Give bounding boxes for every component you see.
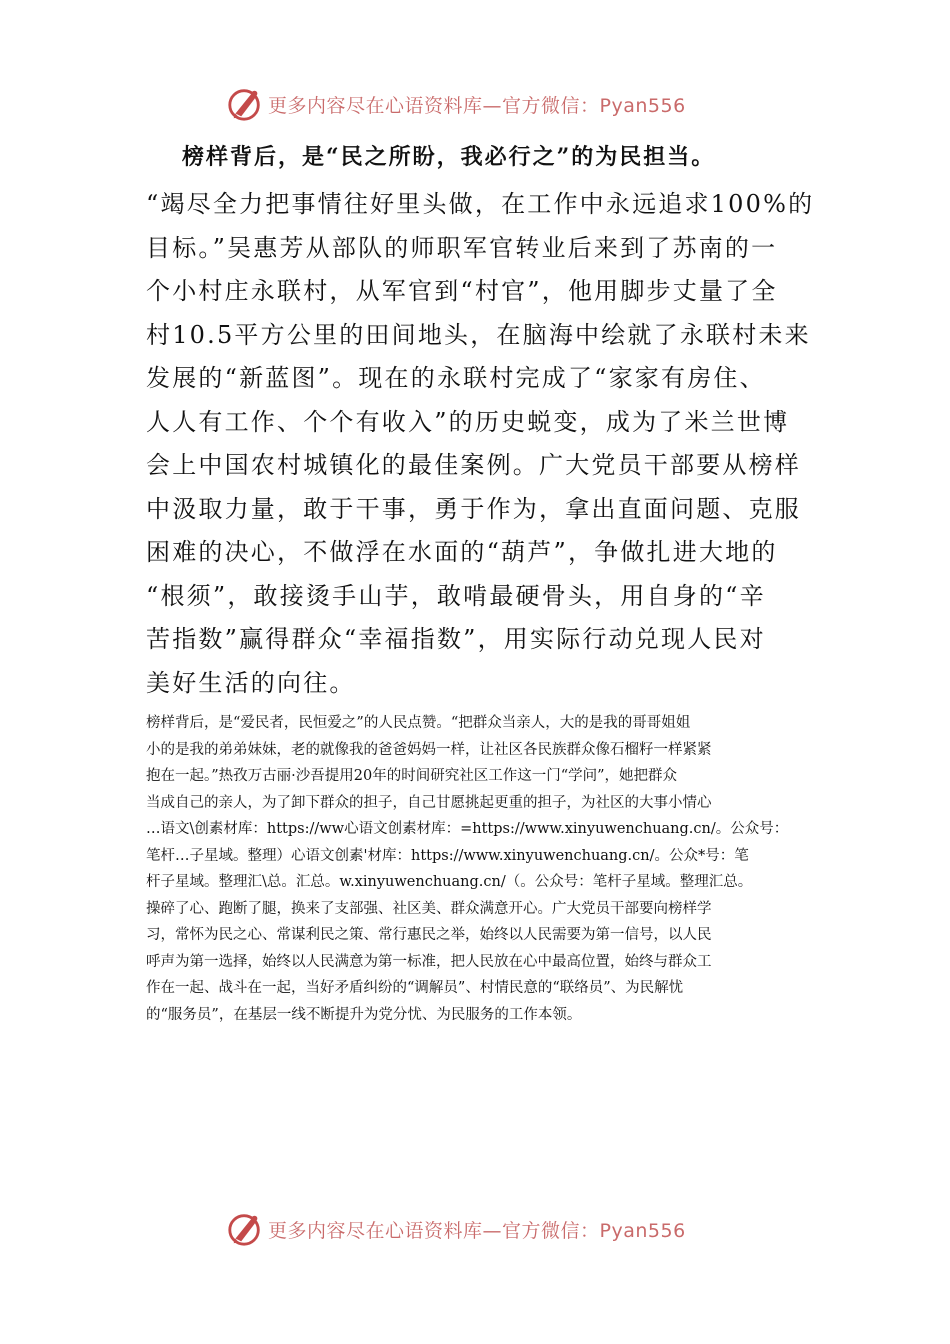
header-banner — [226, 84, 686, 124]
text-line: 会上中国农村城镇化的最佳案例。广大党员干部要从榜样 — [146, 451, 801, 479]
text-line: 作在一起、战斗在一起，当好矛盾纠纷的“调解员”、村情民意的“联络员”、为民解忧 — [146, 980, 684, 996]
text-line: 美好生活的向往。 — [146, 668, 356, 697]
pen-logo-icon — [226, 85, 264, 123]
text-line: 小的是我的弟弟妹妹，老的就像我的爸爸妈妈一样，让社区各民族群众像石榴籽一样紧紧 — [146, 741, 712, 758]
banner-text: 更多内容尽在心语资料库—官方微信：Pyan556 — [268, 1219, 686, 1242]
paragraph-secondary — [146, 710, 826, 1028]
text-line: 呼声为第一选择，始终以人民满意为第一标准，把人民放在心中最高位置，始终与群众工 — [146, 953, 712, 970]
text-line: 抱在一起。”热孜万古丽·沙吾提用20年的时间研究社区工作这一门“学问”，她把群众 — [146, 768, 678, 784]
footer-banner — [226, 1209, 686, 1249]
pen-logo-icon — [226, 1210, 264, 1248]
paragraph-main — [146, 183, 815, 705]
section-heading: 榜样背后，是“民之所盼，我必行之”的为民担当。 — [182, 144, 716, 170]
text-line: 人人有工作、个个有收入”的历史蜕变，成为了米兰世博 — [146, 407, 790, 436]
text-line: “根须”，敢接烫手山芋，敢啃最硬骨头，用自身的“辛 — [146, 581, 766, 610]
text-line: 目标。”吴惠芳从部队的师职军官转业后来到了苏南的一 — [146, 233, 778, 262]
text-line: 发展的“新蓝图”。现在的永联村完成了“家家有房住、 — [146, 364, 766, 392]
text-line: 苦指数”赢得群众“幸福指数”，用实际行动兑现人民对 — [146, 625, 766, 653]
text-line: 困难的决心，不做浮在水面的“葫芦”，争做扎进大地的 — [146, 538, 778, 566]
text-line: 的“服务员”，在基层一线不断提升为党分忧、为民服务的工作本领。 — [146, 1006, 582, 1023]
text-line: …语文\创素材库：https://ww心语文创素材库：=https://www.xinyuwenchuang.cn/。公众号： — [146, 821, 789, 837]
banner-text: 更多内容尽在心语资料库—官方微信：Pyan556 — [268, 94, 686, 117]
text-line: 村10.5平方公里的田间地头，在脑海中绘就了永联村未来 — [146, 320, 811, 349]
text-line: “竭尽全力把事情往好里头做，在工作中永远追求100%的 — [146, 190, 815, 218]
text-line: 笔杆…子星域。整理）心语文创素'材库：https://www.xinyuwenchuang.cn/。公众*号：笔 — [146, 847, 749, 864]
text-line: 个小村庄永联村，从军官到“村官”，他用脚步丈量了全 — [146, 277, 778, 305]
text-line: 操碎了心、跑断了腿，换来了支部强、社区美、群众满意开心。广大党员干部要向榜样学 — [146, 900, 712, 917]
text-line: 中汲取力量，敢于干事，勇于作为，拿出直面问题、克服 — [146, 494, 801, 523]
text-line: 杆子星域。整理汇\总。汇总。w.xinyuwenchuang.cn/（。公众号：笔杆子星域。整理汇总。 — [146, 874, 753, 890]
text-line: 榜样背后，是“爱民者，民恒爱之”的人民点赞。“把群众当亲人，大的是我的哥哥姐姐 — [146, 715, 691, 731]
text-line: 当成自己的亲人，为了卸下群众的担子，自己甘愿挑起更重的担子，为社区的大事小情心 — [146, 794, 712, 811]
text-line: 习，常怀为民之心、常谋利民之策、常行惠民之举，始终以人民需要为第一信号，以人民 — [146, 927, 712, 943]
